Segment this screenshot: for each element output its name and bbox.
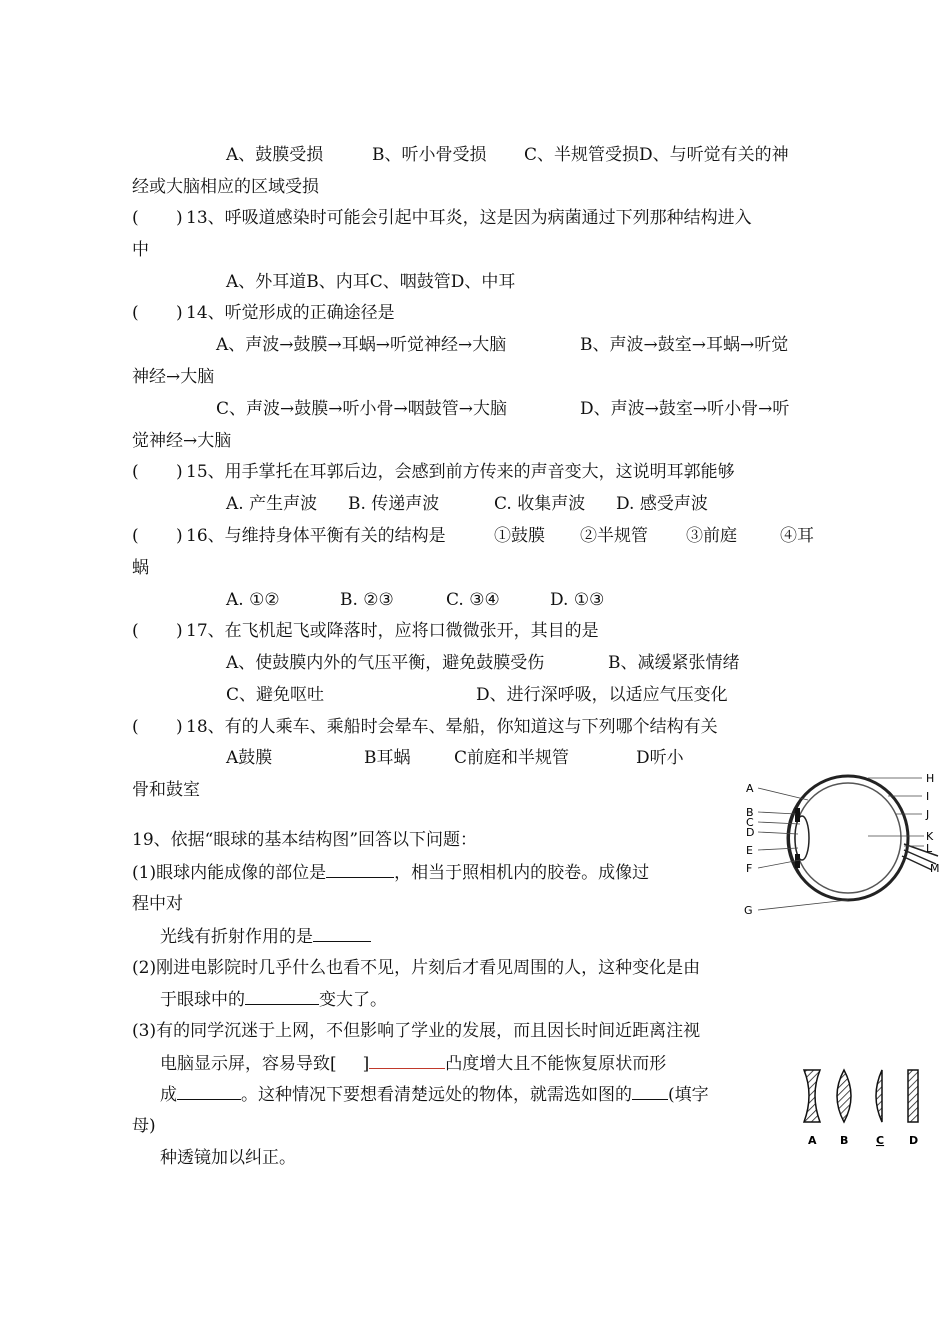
q17-paren-close: ) [176, 621, 183, 641]
q15-option-a: A. 产生声波 [226, 494, 318, 514]
q17-option-a: A、使鼓膜内外的气压平衡，避免鼓膜受伤 [226, 653, 545, 673]
eye-label-f: F [746, 862, 753, 875]
q19-part1-blank-2[interactable] [313, 925, 371, 942]
q17-paren-open: ( [132, 621, 139, 641]
eye-label-k: K [926, 830, 934, 843]
q17-option-b: B、减缓紧张情绪 [608, 653, 740, 673]
q19-part3-text-g: (填字 [668, 1085, 709, 1105]
q16-item-3: ③前庭 [686, 526, 737, 546]
q15-paren-open: ( [132, 462, 139, 482]
q16-item-2: ②半规管 [580, 526, 648, 546]
q18-option-b: B耳蜗 [364, 748, 411, 768]
q18-stem: 18、有的人乘车、乘船时会晕车、晕船，你知道这与下列哪个结构有关 [186, 717, 718, 737]
lens-label-c: C [876, 1134, 885, 1147]
q18-option-a: A鼓膜 [226, 748, 273, 768]
lens-label-b: B [840, 1134, 849, 1147]
q19-stem: 19、依据“眼球的基本结构图”回答以下问题： [132, 830, 478, 850]
q16-paren-open: ( [132, 526, 139, 546]
q17-option-d: D、进行深呼吸，以适应气压变化 [476, 685, 728, 705]
lens-label-d: D [909, 1134, 919, 1147]
q19-part3-text-e: 成 [160, 1085, 177, 1105]
q12-option-cd: C、半规管受损D、与听觉有关的神 [524, 145, 789, 165]
q16-option-b: B. ②③ [340, 590, 394, 610]
eye-label-l: L [926, 842, 933, 855]
q19-part3-text-c: ] [362, 1054, 370, 1074]
eye-label-i: I [926, 790, 930, 803]
q14-stem: 14、听觉形成的正确途径是 [186, 303, 395, 323]
q19-part2-text-b: 于眼球中的 [160, 990, 245, 1010]
q13-paren-close: ) [176, 208, 183, 228]
q19-part1-text-d: 光线有折射作用的是 [160, 927, 313, 947]
q19-part3-text-b: 电脑显示屏，容易导致[ [160, 1054, 337, 1074]
q14-option-b-cont: 神经→大脑 [132, 367, 215, 387]
q19-part3-text-a: (3)有的同学沉迷于上网，不但影响了学业的发展，而且因长时间近距离注视 [132, 1021, 701, 1041]
eye-label-g: G [744, 904, 753, 917]
q19-part3-blank-1[interactable] [369, 1052, 445, 1069]
q16-stem: 16、与维持身体平衡有关的结构是 [186, 526, 446, 546]
q13-continuation: 中 [132, 240, 149, 260]
eye-label-b: B [746, 806, 754, 819]
eye-label-e: E [746, 844, 753, 857]
q19-part3-blank-2[interactable] [177, 1083, 241, 1100]
lens-diagram [796, 1066, 930, 1150]
q19-part3-text-h: 母) [132, 1116, 156, 1136]
q15-paren-close: ) [176, 462, 183, 482]
q19-part3-blank-3[interactable] [632, 1083, 668, 1100]
q14-paren-close: ) [176, 303, 183, 323]
eye-label-m: M [930, 862, 940, 875]
q12-option-b: B、听小骨受损 [372, 145, 487, 165]
q19-part1-text-a: (1)眼球内能成像的部位是 [132, 863, 327, 883]
eye-label-h: H [926, 772, 935, 785]
q19-part3-text-d: 凸度增大且不能恢复原状而形 [445, 1054, 667, 1074]
q15-option-c: C. 收集声波 [494, 494, 586, 514]
q13-options: A、外耳道B、内耳C、咽鼓管D、中耳 [226, 272, 516, 292]
q14-paren-open: ( [132, 303, 139, 323]
q19-part1-line [132, 861, 649, 884]
q19-part2-blank[interactable] [245, 988, 319, 1005]
q16-continuation: 蜗 [132, 558, 149, 578]
q19-part1-text-b: ，相当于照相机内的胶卷。成像过 [394, 863, 650, 883]
q18-continuation: 骨和鼓室 [132, 780, 200, 800]
q13-paren-open: ( [132, 208, 139, 228]
q14-option-d-cont: 觉神经→大脑 [132, 431, 232, 451]
q19-part1-blank-1[interactable] [326, 861, 394, 878]
lens-c-plano-convex [876, 1070, 882, 1122]
q18-option-c: C前庭和半规管 [454, 748, 570, 768]
q16-option-a: A. ①② [226, 590, 280, 610]
q18-paren-open: ( [132, 717, 139, 737]
q14-option-d: D、声波→鼓室→听小骨→听 [580, 399, 790, 419]
q17-option-c: C、避免呕吐 [226, 685, 325, 705]
eye-label-d: D [746, 826, 755, 839]
q14-option-a: A、声波→鼓膜→耳蜗→听觉神经→大脑 [216, 335, 507, 355]
q12-continuation: 经或大脑相应的区域受损 [132, 177, 319, 197]
q16-item-4: ④耳 [780, 526, 814, 546]
q18-paren-close: ) [176, 717, 183, 737]
q19-part2-text-c: 变大了。 [319, 990, 387, 1010]
q12-option-a: A、鼓膜受损 [226, 145, 324, 165]
q17-stem: 17、在飞机起飞或降落时，应将口微微张开，其目的是 [186, 621, 599, 641]
q15-stem: 15、用手掌托在耳郭后边，会感到前方传来的声音变大，这说明耳郭能够 [186, 462, 735, 482]
q19-part1-text-c: 程中对 [132, 894, 183, 914]
eye-label-a: A [746, 782, 754, 795]
eye-retina [795, 783, 901, 893]
q13-stem: 13、呼吸道感染时可能会引起中耳炎，这是因为病菌通过下列那种结构进入 [186, 208, 752, 228]
eye-label-c: C [746, 816, 754, 829]
q19-part3-line-3 [160, 1083, 709, 1106]
q16-option-d: D. ①③ [550, 590, 605, 610]
q14-option-c: C、声波→鼓膜→听小骨→咽鼓管→大脑 [216, 399, 507, 419]
q19-part3-text-i: 种透镜加以纠正。 [160, 1148, 296, 1168]
q14-option-b: B、声波→鼓室→耳蜗→听觉 [580, 335, 789, 355]
q16-item-1: ①鼓膜 [494, 526, 545, 546]
q19-part2-line [160, 988, 387, 1011]
q19-part3-text-f: 。这种情况下要想看清楚远处的物体，就需选如图的 [241, 1085, 632, 1105]
eye-label-j: J [926, 808, 930, 821]
lens-label-a: A [808, 1134, 817, 1147]
lens-b-convex [837, 1070, 851, 1122]
eyeball-diagram [738, 760, 944, 920]
q19-part2-text-a: (2)刚进电影院时几乎什么也看不见，片刻后才看见周围的人，这种变化是由 [132, 958, 701, 978]
lens-d-flat [908, 1070, 918, 1122]
q16-paren-close: ) [176, 526, 183, 546]
eye-iris-top [795, 808, 800, 822]
q19-part1-line-2 [160, 925, 371, 948]
q15-option-d: D. 感受声波 [616, 494, 708, 514]
q18-option-d: D听小 [636, 748, 684, 768]
eye-lens [795, 816, 809, 860]
lens-a-concave [804, 1070, 820, 1122]
q16-option-c: C. ③④ [446, 590, 500, 610]
q19-part3-line-2 [160, 1052, 666, 1075]
q15-option-b: B. 传递声波 [348, 494, 440, 514]
